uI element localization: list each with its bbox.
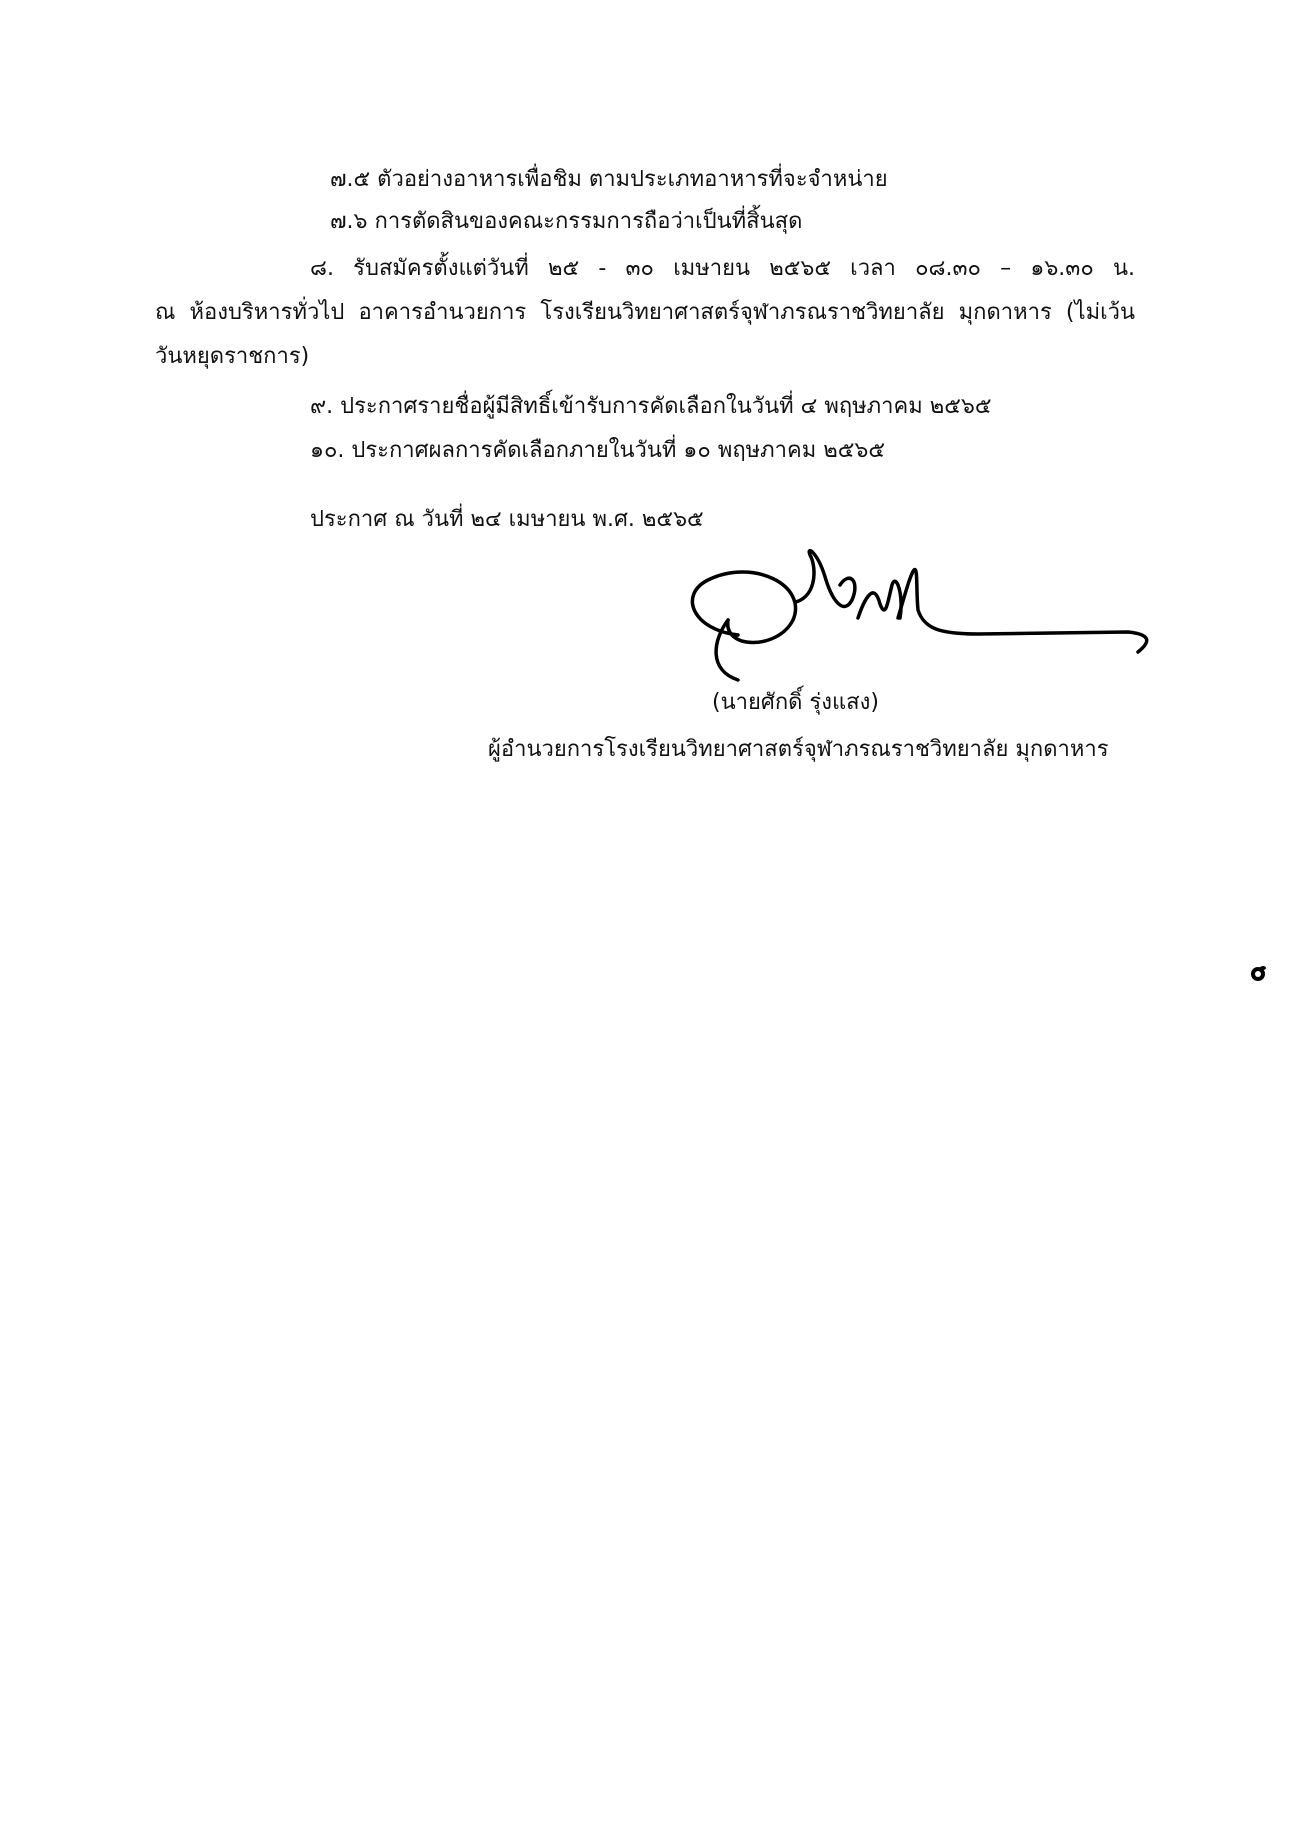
signature-image <box>668 540 1168 690</box>
item-7-6: ๗.๖ การตัดสินของคณะกรรมการถือว่าเป็นที่สิ้นสุด <box>330 209 803 234</box>
page-mark-dot <box>1247 962 1269 984</box>
item-8-line-1: ๘. รับสมัครตั้งแต่วันที่ ๒๕ - ๓๐ เมษายน ๒๕๖๕ เวลา ๐๘.๓๐ – ๑๖.๓๐ น. <box>310 256 1135 281</box>
item-8-line-2: ณ ห้องบริหารทั่วไป อาคารอำนวยการ โรงเรียนวิทยาศาสตร์จุฬาภรณราชวิทยาลัย มุกดาหาร (ไม่เว้น <box>155 300 1135 325</box>
item-8-line-3: วันหยุดราชการ) <box>155 344 310 369</box>
item-9: ๙. ประกาศรายชื่อผู้มีสิทธิ์เข้ารับการคัดเลือกในวันที่ ๔ พฤษภาคม ๒๕๖๕ <box>310 394 992 419</box>
signatory-name: (นายศักดิ์ รุ่งแสง) <box>712 690 879 715</box>
announcement-date: ประกาศ ณ วันที่ ๒๔ เมษายน พ.ศ. ๒๕๖๕ <box>310 507 704 532</box>
signatory-position: ผู้อำนวยการโรงเรียนวิทยาศาสตร์จุฬาภรณราชวิทยาลัย มุกดาหาร <box>488 737 1109 762</box>
item-10: ๑๐. ประกาศผลการคัดเลือกภายในวันที่ ๑๐ พฤษภาคม ๒๕๖๕ <box>310 438 885 463</box>
item-7-5: ๗.๕ ตัวอย่างอาหารเพื่อชิม ตามประเภทอาหารที่จะจำหน่าย <box>330 167 888 192</box>
